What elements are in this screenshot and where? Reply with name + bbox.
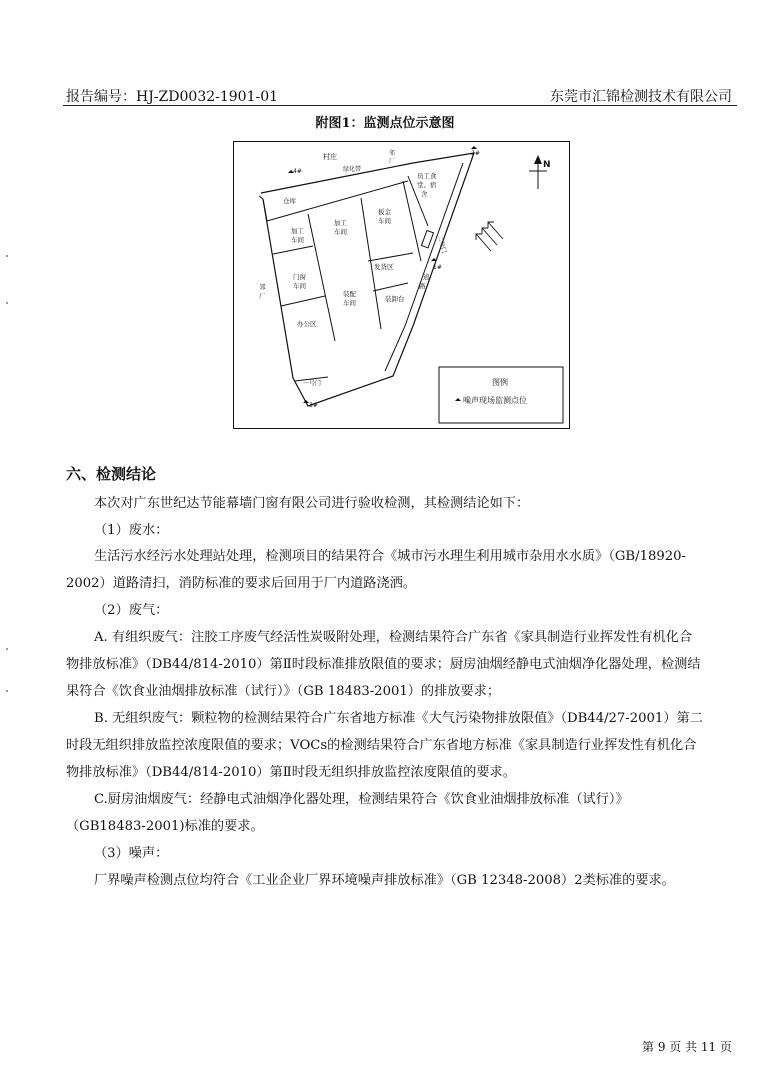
svg-text:2#: 2# [471, 150, 480, 157]
monitor-point-3 [303, 400, 318, 409]
svg-text:3#: 3# [309, 402, 318, 409]
legend-title: 图例 [492, 378, 508, 387]
gas-b-line-3: 物排放标准》（DB44/814-2010）第Ⅱ时段无组织排放监控浓度限值的要求。 [66, 765, 516, 780]
bld-line [281, 296, 325, 306]
company-name: 东莞市汇锦检测技术有限公司 [550, 89, 732, 105]
noise-line-1: 厂界噪声检测点位均符合《工业企业厂界环境噪声排放标准》（GB 12348-2008）2类标准的要求。 [94, 873, 675, 888]
label-process2-2: 车间 [334, 228, 347, 236]
bld-line [259, 196, 263, 199]
label-assembly-1: 装配 [343, 290, 356, 298]
label-neighbor-top-2: 厂 [389, 158, 396, 165]
label-dorm-1: 员工食 [417, 172, 437, 180]
gas-c-line-1: C.厨房油烟废气：经静电式油烟净化器处理，检测结果符合《饮食业油烟排放标准（试行）》 [94, 792, 629, 807]
bld-line [273, 246, 313, 254]
label-dorm-3: 舍 [421, 190, 428, 198]
section-title: 六、检测结论 [66, 465, 157, 483]
bld-line [263, 199, 267, 221]
para-intro: 本次对广东世纪达节能幕墙门窗有限公司进行验收检测，其检测结论如下： [94, 496, 530, 511]
gas-a-line-3: 果符合《饮食业油烟排放标准（试行）》（GB 18483-2001）的排放要求； [66, 684, 501, 699]
scan-speck [6, 302, 8, 304]
wastewater-heading: （1）废水： [94, 523, 169, 538]
label-road-2: 路 [419, 282, 426, 290]
label-process1-1: 加工 [291, 227, 304, 235]
bld-line [373, 283, 408, 291]
wind-arrows-icon [476, 222, 503, 251]
label-office: 办公区 [297, 320, 317, 328]
gas-b-line-2: 时段无组织排放监控浓度限值的要求；VOCs的检测结果符合广东省地方标准《家具制造行业挥发性有机化合 [66, 738, 697, 753]
gate2-marker [421, 230, 433, 247]
label-village: 村庄 [323, 153, 337, 161]
scan-speck [6, 648, 8, 650]
scan-speck [6, 690, 8, 692]
gas-heading: （2）废气： [94, 603, 169, 618]
label-road-1: 道 [423, 273, 430, 281]
legend [439, 367, 563, 423]
site-map [233, 141, 570, 429]
label-sheetmetal-1: 板金 [378, 208, 391, 216]
scan-speck [6, 255, 8, 257]
figure-title: 附图1：监测点位示意图 [315, 116, 455, 131]
svg-text:4#: 4# [293, 168, 302, 175]
gas-a-line-1: A. 有组织废气：注胶工序废气经活性炭吸附处理，检测结果符合广东省《家具制造行业挥发性有机化合 [94, 630, 693, 645]
north-arrow-icon [529, 155, 551, 189]
bld-line [403, 181, 421, 261]
noise-heading: （3）噪声： [94, 846, 169, 861]
page-number: 第 9 页 共 11 页 [642, 1040, 732, 1054]
label-process2-1: 加工 [334, 219, 347, 227]
legend-item: 噪声现场监测点位 [463, 396, 527, 405]
gas-b-line-1: B. 无组织废气：颗粒物的检测结果符合广东省地方标准《大气污染物排放限值》（DB44/27-2001）第二 [94, 711, 703, 726]
wastewater-line-1: 生活污水经污水处理站处理，检测项目的结果符合《城市污水理生利用城市杂用水水质》（GB/18920- [94, 549, 686, 564]
label-process1-2: 车间 [291, 236, 304, 244]
report-number: 报告编号：HJ-ZD0032-1901-01 [66, 89, 279, 105]
label-unloading: 装卸台 [385, 295, 405, 303]
header-rule [63, 105, 737, 106]
label-sheetmetal-2: 车间 [378, 217, 391, 225]
label-doorwindow-1: 门窗 [293, 273, 306, 281]
label-neighbor-left-1: 邻 [259, 283, 266, 291]
monitor-point-2 [471, 146, 480, 157]
monitor-point-4 [288, 168, 302, 175]
gas-a-line-2: 物排放标准》（DB44/814-2010）第Ⅱ时段标准排放限值的要求；厨房油烟经静电式油烟净化器处理，检测结 [66, 657, 701, 672]
label-neighbor-top-1: 邻 [389, 150, 396, 157]
label-shipping: 发货区 [374, 263, 394, 271]
svg-text:N: N [543, 160, 551, 170]
label-neighbor-left-2: 厂 [259, 292, 266, 300]
label-gate2: 二号门 [436, 234, 448, 254]
bld-line [368, 253, 413, 261]
gas-c-line-2: （GB18483-2001)标准的要求。 [66, 819, 264, 834]
wastewater-line-2: 2002）道路清扫，消防标准的要求后回用于厂内道路浇洒。 [66, 576, 417, 591]
label-warehouse: 仓库 [283, 197, 296, 205]
label-dorm-2: 堂、宿 [417, 181, 437, 189]
svg-text:1#: 1# [433, 264, 442, 271]
label-gate1: 一号门 [303, 380, 322, 387]
label-doorwindow-2: 车间 [293, 282, 306, 290]
label-assembly-2: 车间 [343, 299, 356, 307]
label-green-belt: 绿化带 [343, 166, 362, 173]
